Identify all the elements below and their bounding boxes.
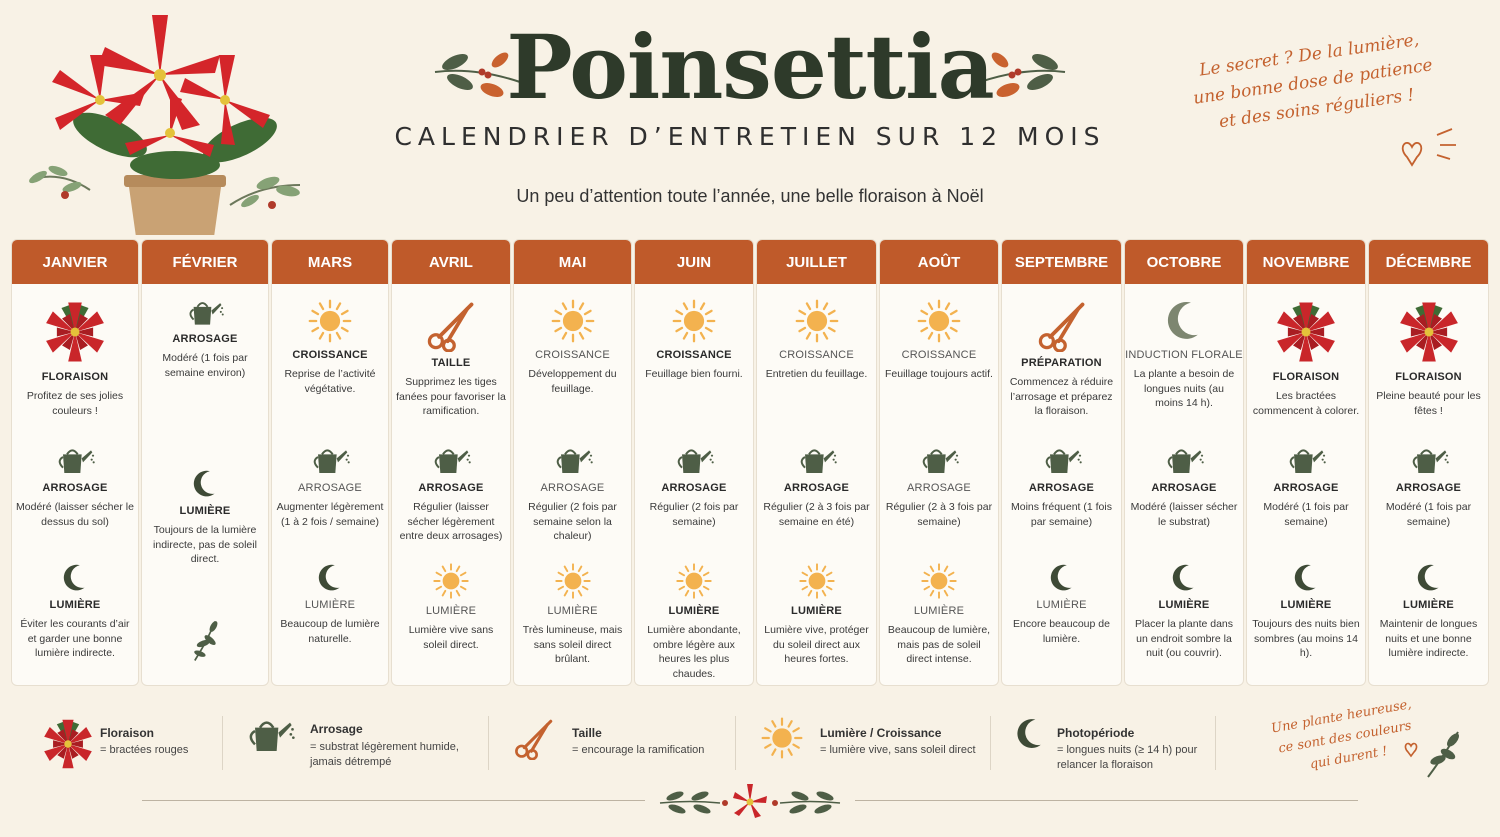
legend-description: = longues nuits (≥ 14 h) pour relancer la floraison <box>1057 744 1198 771</box>
care-section <box>1247 445 1365 529</box>
legend-title: Photopériode <box>1057 726 1135 740</box>
section-label: LUMIÈRE <box>791 605 842 617</box>
month-column <box>756 239 877 686</box>
care-section <box>757 445 876 529</box>
care-section <box>272 562 388 646</box>
section-label: ARROSAGE <box>907 482 971 494</box>
watering-can-icon <box>1125 445 1243 477</box>
poinsettia-icon <box>40 716 96 777</box>
month-header: JUIN <box>635 240 753 284</box>
section-label: ARROSAGE <box>172 333 238 346</box>
watering-can-icon <box>1369 445 1488 477</box>
care-section <box>880 445 998 529</box>
sun-icon <box>514 298 631 344</box>
section-text: Beaucoup de lumière naturelle. <box>280 618 380 645</box>
section-label: ARROSAGE <box>661 482 727 494</box>
section-text: Toujours des nuits bien sombres (au moins 14 h). <box>1252 618 1360 659</box>
section-text: Régulier (2 fois par semaine) <box>649 501 739 528</box>
care-section <box>880 298 998 382</box>
sun-icon <box>880 562 998 600</box>
month-column <box>11 239 139 686</box>
month-header: NOVEMBRE <box>1247 240 1365 284</box>
month-header: FÉVRIER <box>142 240 268 284</box>
watering-can-icon <box>635 445 753 477</box>
section-label: ARROSAGE <box>1028 482 1095 494</box>
section-text: Reprise de l’activité végétative. <box>284 368 376 395</box>
section-label: LUMIÈRE <box>304 599 356 611</box>
care-section <box>1002 298 1121 419</box>
section-label: ARROSAGE <box>1151 482 1217 494</box>
month-header: JUILLET <box>757 240 876 284</box>
section-label: ARROSAGE <box>783 482 850 494</box>
month-column <box>1124 239 1244 686</box>
legend-item <box>245 712 485 782</box>
legend-title: Floraison <box>100 726 155 740</box>
section-label: ARROSAGE <box>1395 482 1462 494</box>
moon-icon <box>12 562 138 594</box>
section-text: Modéré (1 fois par semaine) <box>1263 501 1349 528</box>
sun-icon <box>392 562 510 600</box>
care-section <box>514 562 631 667</box>
care-section <box>1125 298 1243 411</box>
moon-icon <box>1369 562 1488 594</box>
section-label: FLORAISON <box>41 371 109 383</box>
care-section <box>142 468 268 567</box>
legend-title: Taille <box>572 726 602 740</box>
care-section <box>514 298 631 396</box>
month-column <box>1368 239 1489 686</box>
section-text: Modéré (laisser sécher le dessus du sol) <box>16 501 134 528</box>
legend-item <box>760 712 1000 782</box>
section-label: LUMIÈRE <box>425 605 477 617</box>
watering-can-icon <box>245 716 295 761</box>
section-label: LUMIÈRE <box>1036 599 1087 611</box>
section-text: Feuillage bien fourni. <box>645 368 743 380</box>
legend-divider <box>222 716 223 770</box>
section-label: LUMIÈRE <box>1403 599 1454 611</box>
legend-item <box>40 712 240 782</box>
section-label: LUMIÈRE <box>668 605 720 617</box>
section-text: Pleine beauté pour les fêtes ! <box>1376 390 1481 417</box>
month-column <box>141 239 269 686</box>
section-label: FLORAISON <box>1272 371 1340 383</box>
month-column <box>634 239 754 686</box>
section-text: La plante a besoin de longues nuits (au moins 14 h). <box>1133 368 1235 409</box>
calendar-grid <box>11 239 1489 686</box>
care-section <box>880 562 998 667</box>
section-text: Très lumineuse, mais sans soleil direct brûlant. <box>522 624 623 665</box>
legend-title: Arrosage <box>310 722 363 736</box>
section-text: Placer la plante dans un endroit sombre la nuit (ou couvrir). <box>1134 618 1234 659</box>
sun-icon <box>635 298 753 344</box>
section-text: Régulier (laisser sécher légèrement entre deux arrosages) <box>399 501 503 542</box>
leaf-heart-doodle-icon <box>1398 722 1468 782</box>
moon-icon <box>1002 562 1121 594</box>
month-column <box>1246 239 1366 686</box>
legend-divider <box>1215 716 1216 770</box>
care-section <box>1369 562 1488 661</box>
section-label: ARROSAGE <box>418 482 484 494</box>
section-label: CROISSANCE <box>535 349 610 361</box>
section-label: TAILLE <box>431 357 471 369</box>
sun-icon <box>880 298 998 344</box>
month-header: AOÛT <box>880 240 998 284</box>
month-header: SEPTEMBRE <box>1002 240 1121 284</box>
care-section <box>1125 445 1243 529</box>
section-label: ARROSAGE <box>42 482 108 494</box>
care-section <box>1247 562 1365 661</box>
footer-ornament <box>655 778 845 824</box>
watering-can-icon <box>514 445 631 477</box>
page-subtitle: CALENDRIER D’ENTRETIEN SUR 12 MOIS <box>394 122 1106 151</box>
moon-icon <box>1125 562 1243 594</box>
handwritten-note-top: Le secret ? De la lumière, une bonne dose de patience et des soins réguliers ! <box>1192 29 1434 133</box>
section-label: LUMIÈRE <box>49 599 101 611</box>
section-text: Maintenir de longues nuits et une bonne lumière indirecte. <box>1379 618 1478 659</box>
section-label: LUMIÈRE <box>1158 599 1210 611</box>
month-header: MARS <box>272 240 388 284</box>
section-text: Les bractées commencent à colorer. <box>1252 390 1360 417</box>
section-label: LUMIÈRE <box>179 505 231 517</box>
month-column <box>879 239 999 686</box>
poinsettia-icon <box>1247 298 1365 366</box>
section-label: LUMIÈRE <box>547 605 598 617</box>
section-text: Lumière vive sans soleil direct. <box>408 624 494 651</box>
watering-can-icon <box>272 445 388 477</box>
section-text: Régulier (2 à 3 fois par semaine en été) <box>763 501 870 528</box>
legend-description: = substrat légèrement humide, jamais détrempé <box>310 741 459 768</box>
moon-icon <box>1247 562 1365 594</box>
section-label: INDUCTION FLORALE <box>1125 349 1243 361</box>
watering-can-icon <box>12 445 138 477</box>
section-text: Modéré (1 fois par semaine) <box>1385 501 1472 528</box>
watering-can-icon <box>880 445 998 477</box>
scissors-icon <box>512 716 556 765</box>
sun-icon <box>757 298 876 344</box>
section-text: Éviter les courants d’air et garder une bonne lumière indirecte. <box>20 618 130 659</box>
poinsettia-icon <box>12 298 138 366</box>
section-text: Lumière abondante, ombre légère aux heures les plus chaudes. <box>647 624 741 680</box>
legend-divider <box>488 716 489 770</box>
section-text: Modéré (laisser sécher le substrat) <box>1130 501 1238 528</box>
section-text: Régulier (2 fois par semaine selon la chaleur) <box>528 501 617 542</box>
month-header: DÉCEMBRE <box>1369 240 1488 284</box>
section-label: ARROSAGE <box>298 482 362 494</box>
moon-gray-icon <box>1125 298 1243 344</box>
footer-rule-right <box>855 800 1358 801</box>
handwritten-note-bottom: Une plante heureuse, ce sont des couleurs qui durent ! <box>1270 697 1413 773</box>
page-tagline: Un peu d’attention toute l’année, une belle floraison à Noël <box>516 186 984 206</box>
care-section <box>392 298 510 419</box>
heart-doodle-icon <box>1392 125 1462 180</box>
care-section <box>392 445 510 544</box>
section-text: Toujours de la lumière indirecte, pas de soleil direct. <box>153 524 257 565</box>
section-text: Lumière vive, protéger du soleil direct aux heures fortes. <box>764 624 869 665</box>
section-text: Augmenter légèrement (1 à 2 fois / semaine) <box>276 501 384 528</box>
moon-icon <box>1012 716 1048 757</box>
section-label: PRÉPARATION <box>1021 357 1102 369</box>
legend-divider <box>990 716 991 770</box>
legend-item <box>512 712 732 782</box>
scissors-icon <box>392 298 510 352</box>
moon-icon <box>142 468 268 500</box>
section-text: Régulier (2 à 3 fois par semaine) <box>885 501 993 528</box>
sun-icon <box>514 562 631 600</box>
legend-divider <box>735 716 736 770</box>
section-text: Entretien du feuillage. <box>765 368 868 380</box>
care-section <box>1002 445 1121 529</box>
sun-icon <box>760 716 804 765</box>
moon-icon <box>272 562 388 594</box>
section-label: ARROSAGE <box>540 482 605 494</box>
section-label: CROISSANCE <box>901 349 977 361</box>
care-section <box>1369 445 1488 529</box>
section-text: Développement du feuillage. <box>528 368 617 395</box>
care-section <box>12 298 138 418</box>
section-text: Modéré (1 fois par semaine environ) <box>162 352 248 379</box>
month-header: JANVIER <box>12 240 138 284</box>
sun-icon <box>272 298 388 344</box>
care-section <box>12 562 138 661</box>
section-text: Encore beaucoup de lumière. <box>1013 618 1110 645</box>
watering-can-icon <box>392 445 510 477</box>
footer-rule-left <box>142 800 645 801</box>
care-section <box>272 445 388 529</box>
watering-can-icon <box>142 298 268 328</box>
scissors-icon <box>1002 298 1121 352</box>
legend-item <box>1012 712 1222 782</box>
care-section <box>635 445 753 529</box>
care-section <box>635 298 753 382</box>
month-header: AVRIL <box>392 240 510 284</box>
page-title: Poinsettia <box>506 15 994 119</box>
section-text: Feuillage toujours actif. <box>885 368 993 380</box>
care-section <box>757 298 876 382</box>
section-label: FLORAISON <box>1395 371 1462 383</box>
care-section <box>142 298 268 380</box>
section-text: Beaucoup de lumière, mais pas de soleil direct intense. <box>887 624 991 665</box>
watering-can-icon <box>1247 445 1365 477</box>
care-section <box>272 298 388 396</box>
legend-description: = bractées rouges <box>100 744 189 756</box>
section-label: CROISSANCE <box>656 349 732 361</box>
section-text: Supprimez les tiges fanées pour favoriser la ramification. <box>396 376 506 417</box>
section-label: CROISSANCE <box>292 349 368 361</box>
month-column <box>391 239 511 686</box>
month-column <box>513 239 632 686</box>
month-header: OCTOBRE <box>1125 240 1243 284</box>
care-section <box>12 445 138 529</box>
care-section <box>514 445 631 544</box>
sun-icon <box>757 562 876 600</box>
section-label: LUMIÈRE <box>913 605 965 617</box>
care-section <box>757 562 876 667</box>
sprig-icon <box>142 618 268 662</box>
watering-can-icon <box>757 445 876 477</box>
care-section <box>1369 298 1488 418</box>
legend-description: = lumière vive, sans soleil direct <box>820 744 976 756</box>
section-text: Profitez de ses jolies couleurs ! <box>26 390 124 417</box>
section-label: CROISSANCE <box>779 349 854 361</box>
watering-can-icon <box>1002 445 1121 477</box>
care-section <box>635 562 753 681</box>
month-column <box>271 239 389 686</box>
sun-icon <box>635 562 753 600</box>
section-label: ARROSAGE <box>1273 482 1339 494</box>
care-section <box>1002 562 1121 646</box>
poinsettia-icon <box>1369 298 1488 366</box>
section-text: Commencez à réduire l’arrosage et préparez la floraison. <box>1009 376 1114 417</box>
section-label: LUMIÈRE <box>1280 599 1332 611</box>
care-section <box>142 618 268 662</box>
section-text: Moins fréquent (1 fois par semaine) <box>1011 501 1112 528</box>
month-header: MAI <box>514 240 631 284</box>
care-section <box>1247 298 1365 418</box>
month-column <box>1001 239 1122 686</box>
care-section <box>392 562 510 652</box>
legend-title: Lumière / Croissance <box>820 726 942 740</box>
legend-description: = encourage la ramification <box>572 744 705 756</box>
care-section <box>1125 562 1243 661</box>
